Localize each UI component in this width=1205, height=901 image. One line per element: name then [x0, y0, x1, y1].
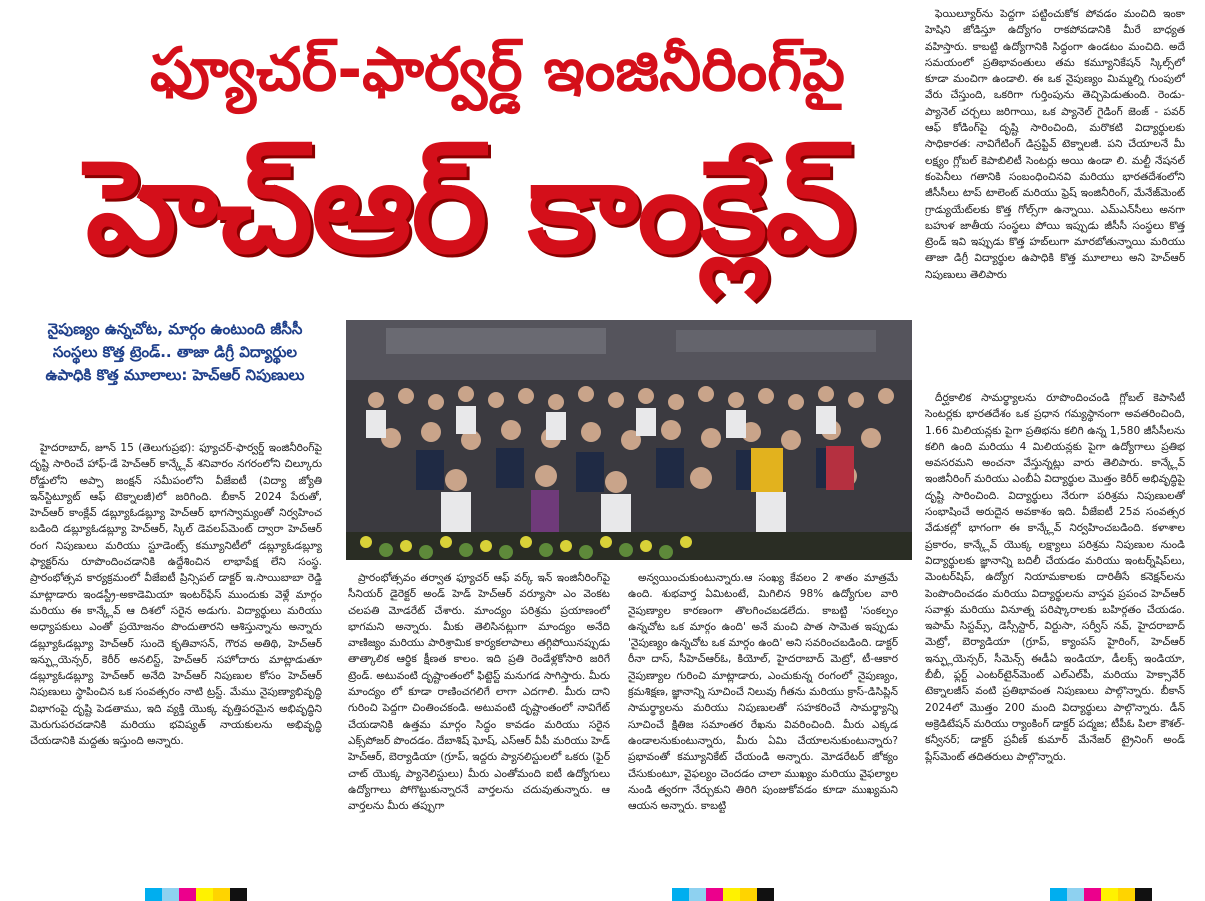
color-registration-bar-right — [1050, 888, 1152, 901]
article-column-right-top — [925, 6, 1185, 386]
registration-swatch-5 — [230, 888, 247, 901]
registration-swatch-5 — [1135, 888, 1152, 901]
registration-swatch-3 — [1101, 888, 1118, 901]
registration-swatch-2 — [179, 888, 196, 901]
color-registration-bar-left — [145, 888, 247, 901]
registration-swatch-1 — [1067, 888, 1084, 901]
color-registration-bar-center — [672, 888, 774, 901]
registration-swatch-0 — [672, 888, 689, 901]
headline-line-1: ఫ్యూచర్-ఫార్వర్డ్ ఇంజినీరింగ్‌పై — [150, 35, 845, 105]
registration-swatch-3 — [196, 888, 213, 901]
registration-swatch-4 — [740, 888, 757, 901]
article-column-right-bottom — [925, 390, 1185, 870]
article-text-left: హైదరాబాద్, జూన్ 15 (తెలుగుప్రభ): ఫ్యూచర్-ఫార్వర్డ్ ఇంజినీరింగ్‌పై దృష్టి సారించే హాఫ్-డే హెచ్‌ఆర్ కాన్క్లేవ్ శనివారం నగరంలోని చిల్కూరు రోడ్డులోని అప్పా జంక్షన్ సమీపంలోని వీజేఐటీ (విద్యా జ్యోతి ఇన్‌స్టిట్యూట్ ఆఫ్ టెక్నాలజీ)లో జరిగింది. బీకాన్ 2024 పేరుతో, హెచ్‌ఆర్ కాంక్లేవ్ డబ్ల్యూఓడబ్ల్యూ హెచ్‌ఆర్ భాగస్వామ్యంతో నిర్వహించ బడింది డబ్ల్యూఓడబ్ల్యూ హెచ్‌ఆర్, స్కిల్ డెవలప్‌మెంట్ ద్వారా హెచ్‌ఆర్ రంగ నిపుణులు మరియు స్టూడెంట్స్ కమ్యూనిటీలో డబ్ల్యూఓడబ్ల్యూ ఫ్యాక్టర్‌ను రూపొందించడానికి ఉద్దేశించిన లాభాపేక్ష లేని సంస్థ. ప్రారంభోత్సవ కార్యక్రమంలో వీజేఐటీ ప్రిన్సిపల్ డాక్టర్ ఇ.సాయిబాబా రెడ్డి మాట్లాడారు ఇండస్ట్రీ-అకాడెమియా ఇంటర్‌ఫేస్ ముందుకు వెళ్లే మార్గం మరియు ఈ కాన్క్లేవ్ ఆ దిశలో సరైన అడుగు. విద్యార్థులు మరియు అధ్యాపకులు ఎంతో ప్రయోజనం పొందుతారని ఆశిస్తున్నాను అన్నారు డబ్ల్యూఓడబ్ల్యూ హెచ్‌ఆర్ సుందె కృతివాసన్, గౌరవ అతిథి, హెచ్‌ఆర్ ఇన్ఫ్లుయెన్సర్, కెరీర్ అనలిస్ట్, హెచ్‌ఆర్ సహోదారు మాట్లాడుతూ డబ్ల్యూఓడబ్ల్యూ హెచ్‌ఆర్ అనేది హెచ్‌ఆర్ నిపుణుల కోసం హెచ్‌ఆర్ నిపుణులు స్థాపించిన ఒక సంవత్సరం నాటి ట్రస్ట్. మేము నైపుణ్యాభివృద్ధి విభాగంపై దృష్టి పెడతాము, ఇది వ్యక్తి యొక్క వృత్తిపరమైన అభివృద్ధిని మెరుగుపరచడానికి మరియు భవిష్యత్ నాయకులను అభివృద్ధి చేయడానికి మద్దతు ఇస్తుంది అన్నారు. — [30, 442, 322, 748]
registration-swatch-1 — [689, 888, 706, 901]
article-text-middle-1: ప్రారంభోత్సవం తర్వాత ఫ్యూచర్ ఆఫ్ వర్క్ ఇన్ ఇంజినీరింగ్‌పై సీనియర్ డైరెక్టర్ అండ్ హెడ్ హెచ్‌ఆర్ వర్యూసా ఎం వెంకట చలపతి మోడరేట్ చేశారు. మాంద్యం పరిశ్రమ ప్రయాణంలో భాగమని అన్నారు. మీకు తెలిసినట్లుగా మాంద్యం అనేది వాణిజ్యం మరియు పారిశ్రామిక కార్యకలాపాలు తగ్గిపోయినప్పుడు తాత్కాలిక ఆర్థిక క్షీణత కాలం. ఇది ప్రతి రెండేళ్లకోసారి జరిగే ట్రెండ్. అటువంటి దృష్టాంతంలో ఫిట్టెస్ట్ మనుగడ సాగిస్తారు. మీరు మాంద్యం లో కూడా రాణించగలిగే లాగా ఎదగాలి. మీరు దాని గురించి పెద్దగా చింతించకండి. అటువంటి దృష్టాంతంలో నావిగేట్ చేయడానికి ఉత్తమ మార్గం సిద్ధం కావడం మరియు సరైన ఎక్స్‌పోజర్ పొందడం. దేబాశిష్ ఘోష్, ఎస్ఆర్ వీపీ మరియు హెడ్ హెచ్‌ఆర్, బెర్యాడియా (గ్రూప్, ఇద్దరు ప్యానలిస్టులలో ఒకరు (ఫైర్ చాట్ యొక్క ప్యానెలిస్టులు) మీరు ఎంతోమంది ఐటీ ఉద్యోగులు ఉద్యోగాలు పోగొట్టుకున్నారనే వార్తలను చదువుతున్నారు. ఆ వార్తలను మీరు తప్పుగా — [348, 572, 610, 813]
registration-swatch-3 — [723, 888, 740, 901]
event-photo-illustration — [346, 320, 912, 560]
article-text-right-bottom: దీర్ఘకాలిక సామర్థ్యాలను రూపొందించండి గ్లోబల్ కెపాసిటీ సెంటర్లకు భారతదేశం ఒక ప్రధాన గమ్యస్థానంగా అవతరించింది, 1.66 మిలియన్లకు పైగా ప్రతిభను కలిగి ఉన్న 1,580 జీసీసీలను కలిగి ఉంది మరియు 4 మిలియన్లకు పైగా ఉద్యోగాలు ప్రతిభ అవసరమని అంచనా వేస్తున్నట్లు వారు తెలిపారు. కాన్క్లేవ్ ఇంజినీరింగ్ మరియు ఎంబీఏ విద్యార్థుల మొత్తం కెరీర్ అభివృద్ధిపై దృష్టి సారించింది. విద్యార్థులు నేరుగా పరిశ్రమ నిపుణులతో సంభాషించే అరుదైన అవకాశం ఇది. వీజేఐటీ 25వ సంవత్సర వేడుకల్లో భాగంగా ఈ కాన్క్లేవ్ నిర్వహించబడింది. కళాశాల ప్రకారం, కాన్క్లేవ్ యొక్క లక్ష్యాలు పరిశ్రమ నిపుణుల నుండి విద్యార్థులకు జ్ఞానాన్ని బదిలీ చేయడం మరియు ఇంటర్న్‌షిప్‌లు, మెంటర్‌షిప్, ఉద్యోగ నియామకాలకు దారితీసే కనెక్షన్‌లను పెంపొందించడం మరియు విద్యార్థులను వాస్తవ ప్రపంచ హెచ్‌ఆర్ సవాళ్లు మరియు వినూత్న పరిష్కారాలకు బహిర్గతం చేయడం. ఇపామ్ సిస్టమ్స్, డెస్సీస్టార్, విర్టుసా, సర్వీస్ నవ్, హైదరాబాద్ మెట్రో, బెర్యాడియా (గ్రూప్, క్యాంపస్ హైరింగ్, హెచ్‌ఆర్ ఇన్ఫ్లుయెన్సర్, సీమెన్స్ ఈడీఏ ఇండియా, డీలక్స్ ఇండియా, బీబీ, ఫ్లర్ట్ ఎంటర్‌టైన్‌మెంట్ ఎల్ఎల్‌పీ, మరియు హెక్సావేర్ టెక్నాలజీస్ వంటి ప్రతిభావంత నిపుణులు పాల్గొన్నారు. బీకాన్ 2024లో మొత్తం 200 మంది విద్యార్థులు పాల్గొన్నారు. డీన్ అక్రెడిటేషన్ మరియు ర్యాంకింగ్ డాక్టర్ పద్మజ; టీపీఓ పిలా కౌశల్-కన్వీనర్; డాక్టర్ ప్రవీణ్ కుమార్ మేనేజర్ ట్రైనింగ్ అండ్ ప్లేస్‌మెంట్ తదితరులు పాల్గొన్నారు. — [925, 392, 1185, 763]
event-group-photo — [346, 320, 912, 560]
registration-swatch-1 — [162, 888, 179, 901]
registration-swatch-2 — [1084, 888, 1101, 901]
article-column-middle-1 — [348, 570, 610, 870]
article-column-left — [30, 440, 322, 870]
registration-swatch-4 — [1118, 888, 1135, 901]
registration-swatch-2 — [706, 888, 723, 901]
headline-line-2-text: హెచ్‌ఆర్ కాంక్లేవ్ — [85, 133, 855, 282]
article-text-right-top: ఫెయిల్యూర్‌ను పెద్దగా పట్టించుకోక పోవడం మంచిది ఇంకా హెషిని జోడిస్తూ ఉద్యోగం రాకపోవడానికి మీరే బాధ్యత వహిస్తారు. కాబట్టి ఉద్యోగానికి సిద్ధంగా ఉండటం మంచిది. అదే సమయంలో ప్రతిభావంతులు తమ కమ్యూనికేషన్ స్కిల్స్‌లో కూడా మంచిగా ఉండాలి. ఈ ఒక నైపుణ్యం మిమ్మల్ని గుంపులో వేరు చేస్తుంది, ఒకరిగా గుర్తింపును తెచ్చిపెడుతుంది. రెండు-ప్యానెల్ చర్చలు జరిగాయి, ఒక ప్యానెల్ గైడింగ్ జెంజ్ - పవర్ ఆఫ్ కోడింగ్‌పై దృష్టి సారించింది, మరొకటి విద్యార్థులకు సాధికారత: నావిగేటింగ్ డిస్రప్టివ్ టెక్నాలజీ. పని చేయాలనే మీ లక్ష్యం గ్లోబల్ కెపాబిలిటీ సెంటర్లు అయి ఉండా లి. మల్టీ నేషనల్ కంపెనీలు గతానికి సంబంధించినవి మరియు భారతదేశంలోని జీసీసీలు టాప్ టాలెంట్ మరియు ఫ్రెష్ ఇంజినీరింగ్, మేనేజ్‌మెంట్ గ్రాడ్యుయేట్‌లకు కొత్త గోల్స్‌గా ఉన్నాయి. ఎమ్ఎన్‌సీలు అనగా బహుళ జాతీయ సంస్థలు పోయి ఇప్పుడు జీసీసీ సంస్థలు కొత్త ట్రెండ్ ఇవి ఇప్పుడు కొత్త హబ్‌లుగా మారబోతున్నాయి మరియు తాజా డిగ్రీ విద్యార్థుల ఉపాధికి కొత్త మూలాలు అని హెచ్‌ఆర్ నిపుణులు తెలిపారు — [925, 8, 1185, 281]
registration-swatch-0 — [1050, 888, 1067, 901]
subheadline: నైపుణ్యం ఉన్నచోట, మార్గం ఉంటుంది జీసీసీ సంస్థలు కొత్త ట్రెండ్.. తాజా డిగ్రీ విద్యార్థుల ఉపాధికి కొత్త మూలాలు: హెచ్‌ఆర్ నిపుణులు — [45, 320, 305, 384]
registration-swatch-5 — [757, 888, 774, 901]
article-text-middle-2: అన్వయించుకుంటున్నారు.ఆ సంఖ్య కేవలం 2 శాతం మాత్రమే ఉంది. శుభవార్త ఏమిటంటే, మిగిలిన 98% ఉద్యోగుల వారి నైపుణ్యాల కారణంగా తొలగించబడలేదు. కాబట్టి 'సంకల్పం ఉన్నచోట ఒక మార్గం ఉంది' అనే మంచి పాత సామెత ఇప్పుడు 'నైపుణ్యం ఉన్నచోట ఒక మార్గం ఉంది' అని సవరించబడింది. డాక్టర్ రీనా దాస్, సీహెచ్‌ఆర్ఓ, కియోల్, హైదరాబాద్ మెట్రో, టీ-ఆకార నైపుణ్యాల గురించి మాట్లాడారు, ఎంచుకున్న రంగంలో నైపుణ్యం, క్రమశిక్షణ, జ్ఞానాన్ని సూచించే నిలువు గీతను మరియు క్రాస్-డిసిప్లిన్ సామర్థ్యాలను మరియు నిపుణులతో సహకరించే సామర్థ్యాన్ని సూచించే క్షితిజ సమాంతర రేఖను వివరించింది. మీరు ఎక్కడ ఉండాలనుకుంటున్నారు, మీరు ఏమి చేయాలనుకుంటున్నారు? ప్రభావంతో కమ్యూనికేట్ చేయండి అన్నారు. మోడరేటర్ జోక్యం చేసుకుంటూ, వైఫల్యం చెందడం చాలా ముఖ్యం మరియు వైఫల్యాల నుండి త్వరగా నేర్చుకుని తిరిగి పుంజుకోవడం కూడా ముఖ్యమని ఆయన అన్నారు. కాబట్టి — [628, 572, 898, 813]
registration-swatch-4 — [213, 888, 230, 901]
registration-swatch-0 — [145, 888, 162, 901]
headline-line-2 — [30, 118, 910, 298]
article-column-middle-2 — [628, 570, 898, 870]
